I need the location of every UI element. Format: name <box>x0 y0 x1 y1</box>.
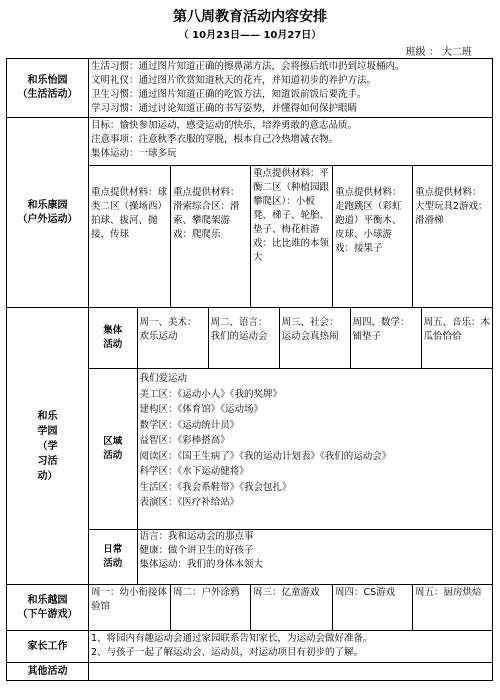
afternoon-label-cell <box>7 585 89 631</box>
group-day: 周三、社会：运动会真热闹 <box>279 308 350 368</box>
outdoor-line: 目标：愉快参加运动，感受运动的快乐，培养勇敢的意志品质。 <box>91 120 358 131</box>
afternoon-label: 和乐越园 <box>27 594 68 606</box>
area-line: 建构区：《体育馆》《运动场》 <box>139 404 264 415</box>
group-day: 周四、数学：铺垫子 <box>350 308 421 368</box>
area-line: 美工区：《运动小人》《我的奖牌》 <box>139 388 283 400</box>
outdoor-zone: 重点提供材料：球类二区（操场西）拍球、拔河、抛接、传球 <box>89 166 171 308</box>
life-content <box>89 59 493 118</box>
page-title: 第八周教育活动内容安排 <box>173 9 327 25</box>
learning-label-cell <box>7 308 89 585</box>
area-line: 表演区：《医疗补给站》 <box>139 497 240 508</box>
area-label: 区域 活动 <box>103 436 123 461</box>
area-line: 阅读区：《国王生病了》《我的运动计划表》《我们的运动会》 <box>139 450 392 462</box>
other-label: 其他活动 <box>7 663 89 681</box>
group-activities-row <box>7 308 493 369</box>
group-label: 集体 活动 <box>103 325 123 350</box>
outdoor-label: 和乐康园 <box>27 199 68 211</box>
outdoor-zone: 重点提供材料：滑索综合区：滑索、攀爬架游戏：爬爬乐 <box>171 166 251 308</box>
daily-line: 集体运动：我们的身体本领大 <box>139 559 264 570</box>
parents-label: 家长工作 <box>7 631 89 663</box>
class-label: 班级 ： 大二班 <box>405 47 472 58</box>
learning-split <box>7 409 88 484</box>
life-line: 学习习惯：通过讨论知道正确的书写姿势，并懂得如何保护眼睛 <box>91 103 358 114</box>
daily-label: 日常 活动 <box>103 544 123 569</box>
outdoor-zone: 重点提供材料：走跑跳区（彩虹跑道）平衡木、皮球、小球游戏：接果子 <box>333 166 413 308</box>
afternoon-day: 周四：CS游戏 <box>333 585 413 631</box>
parents-row <box>7 631 493 663</box>
area-line: 益智区：《彩棒搭高》 <box>139 435 230 446</box>
area-line: 数学区：《运动统计员》 <box>139 419 240 431</box>
date-range: （ 10月23日—— 10月27日） <box>178 30 322 41</box>
area-content <box>137 369 492 529</box>
outdoor-goals-row <box>7 118 493 166</box>
parents-content <box>89 631 493 663</box>
afternoon-day: 周一：幼小衔接体验馆 <box>89 585 171 631</box>
daily-content <box>137 530 492 584</box>
area-line: 科学区：《水下运动健将》 <box>139 466 249 477</box>
afternoon-row <box>7 585 493 631</box>
group-day: 周二、语言：我们的运动会 <box>208 308 279 368</box>
daily-line: 健康：做个讲卫生的好孩子 <box>139 545 254 556</box>
other-row <box>7 663 493 681</box>
life-line: 文明礼仪：通过图片欣赏知道秋天的花卉，并知道初步的养护方法。 <box>91 75 377 86</box>
afternoon-day: 周五：厨房烘焙 <box>413 585 493 631</box>
afternoon-day: 周三：亿童游戏 <box>251 585 333 631</box>
daily-activities <box>89 530 493 585</box>
life-label-cell <box>7 59 89 118</box>
afternoon-sublabel: （下午游戏） <box>17 608 78 620</box>
outdoor-zone: 重点提供材料：平衡二区（种植园跟攀爬区）：小板凳、梯子、轮胎、垫子、梅花桩游戏：比比谁的本领大 <box>251 166 333 308</box>
other-content <box>89 663 493 681</box>
area-line: 我们爱运动 <box>139 373 188 384</box>
life-sublabel: （生活活动） <box>17 89 78 100</box>
life-line: 生活习惯：通过图片知道正确的擦鼻涕方法，会将擦后纸巾扔到垃圾桶内。 <box>91 61 405 72</box>
group-day: 周五、音乐：木瓜恰恰恰 <box>421 308 492 368</box>
life-label: 和乐怡园 <box>27 75 68 86</box>
area-line: 生活区：《我会系鞋带》《我会包扎》 <box>139 481 292 493</box>
learning-label: 和乐 学园 （学 习活 动） <box>37 410 58 482</box>
group-day: 周一、美术：欢乐运动 <box>137 308 208 368</box>
outdoor-zone: 重点提供材料：大型玩具2游戏：滑滑梯 <box>413 166 493 308</box>
outdoor-goals <box>89 118 493 166</box>
parents-line: 1、将园内有趣运动会通过家园联系告知家长，为运动会做好准备。 <box>91 633 373 644</box>
parents-line: 2、与孩子一起了解运动会、运动员，对运动项目有初步的了解。 <box>91 647 364 658</box>
afternoon-day: 周二：户外涂鸦 <box>171 585 251 631</box>
outdoor-sublabel: （户外运动） <box>17 213 78 225</box>
schedule-table <box>6 58 493 681</box>
outdoor-line: 注意事项：注意秋季衣服的穿脱，根本自己冷热增减衣物。 <box>91 134 339 145</box>
life-row <box>7 59 493 118</box>
group-activities <box>89 308 493 369</box>
outdoor-line: 集体运动：一球多玩 <box>91 148 177 159</box>
area-activities <box>89 369 493 530</box>
daily-line: 语言：我和运动会的那点事 <box>139 531 254 542</box>
outdoor-label-cell <box>7 118 89 308</box>
life-line: 卫生习惯：通过图片知道正确的吃饭方法，知道饭前饭后要洗手。 <box>91 89 367 100</box>
